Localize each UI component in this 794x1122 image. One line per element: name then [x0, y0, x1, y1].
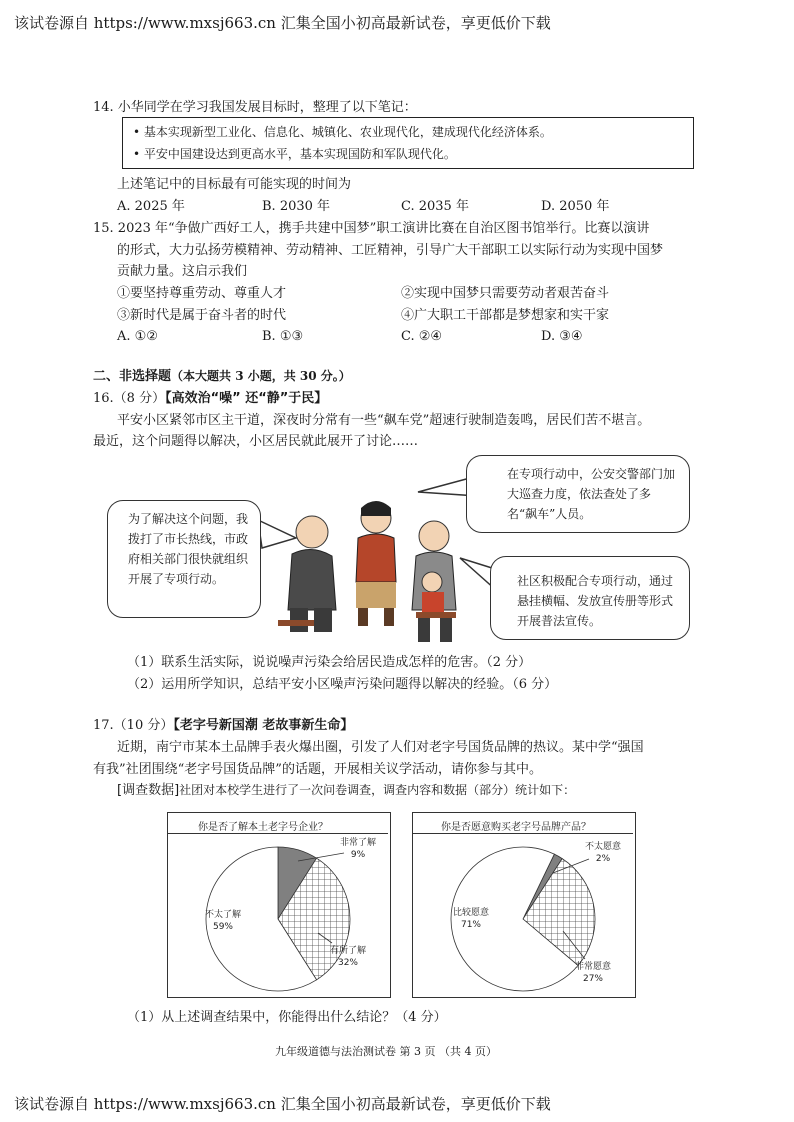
chart-2-frame	[412, 812, 636, 998]
q15-item-4: ④广大职工干部都是梦想家和实干家	[401, 308, 610, 323]
q15-item-2: ②实现中国梦只需要劳动者艰苦奋斗	[401, 286, 610, 301]
q17-heading	[93, 715, 353, 736]
pie-value-3: 71%	[460, 920, 482, 930]
page-footer-banner: 该试卷源自 https://www.mxsj663.cn 汇集全国小初高最新试卷，享更低价下载	[14, 1095, 551, 1113]
q16-title: 【高效治“噪” 还“静”于民】	[165, 391, 328, 406]
q15-line-3: 贡献力量。这启示我们	[117, 264, 248, 279]
pie-label-1: 不太愿意	[584, 842, 622, 852]
q16-points: 16.（8 分）	[93, 391, 166, 406]
q15-option-c: C. ②④	[401, 329, 443, 344]
chart-1-title: 你是否了解本土老字号企业？	[198, 822, 328, 833]
q17-survey-tag: [调查数据]	[117, 783, 180, 798]
q14-note-1: • 基本实现新型工业化、信息化、城镇化、农业现代化，建成现代化经济体系。	[133, 125, 552, 139]
page-number-footer: 九年级道德与法治测试卷 第 3 页 （共 4 页）	[275, 1045, 497, 1058]
q15-option-d: D. ③④	[541, 329, 583, 344]
bubble-right: 社区积极配合专项行动，通过悬挂横幅、发放宣传册等形式开展普法宣传。	[490, 556, 690, 640]
chart-1-frame	[167, 812, 391, 998]
q16-line-1: 平安小区紧邻市区主干道，深夜时分常有一些“飙车党”超速行驶制造轰鸣，居民们苦不堪言。	[117, 413, 651, 428]
q17-line-1: 近期，南宁市某本土品牌手表火爆出圈，引发了人们对老字号国货品牌的热议。某中学“强国	[117, 740, 644, 755]
q14-option-a: A. 2025 年	[117, 199, 185, 214]
residents-illustration	[270, 490, 480, 650]
woman-icon	[356, 501, 396, 626]
pie-label-2: 有所了解	[329, 946, 367, 956]
chart-2-title: 你是否愿意购买老字号品牌产品？	[441, 822, 591, 833]
pie-label-2: 非常愿意	[574, 962, 612, 972]
grandpa-child-icon	[412, 521, 456, 642]
q16-sub-1: （1）联系生活实际，说说噪声污染会给居民造成怎样的危害。（2 分）	[127, 655, 532, 670]
q15-line-1: 15. 2023 年“争做广西好工人，携手共建中国梦”职工演讲比赛在自治区图书馆举行。比赛以演讲	[93, 221, 650, 236]
q14-question: 上述笔记中的目标最有可能实现的时间为	[117, 177, 352, 192]
q14-stem: 14. 小华同学在学习我国发展目标时，整理了以下笔记：	[93, 100, 417, 115]
q17-survey-text: 社团对本校学生进行了一次问卷调查，调查内容和数据（部分）统计如下：	[179, 783, 576, 797]
pie-label-3: 不太了解	[204, 910, 242, 920]
q17-points: 17.（10 分）	[93, 718, 174, 733]
q15-line-2: 的形式，大力弘扬劳模精神、劳动精神、工匠精神，引导广大干部职工以实际行动为实现中国梦	[117, 243, 664, 258]
pie-label-1: 非常了解	[339, 838, 377, 848]
q16-line-2: 最近，这个问题得以解决，小区居民就此展开了讨论……	[93, 434, 419, 449]
pie-value-1: 2%	[595, 854, 611, 864]
q14-note-2: • 平安中国建设达到更高水平，基本实现国防和军队现代化。	[133, 147, 456, 161]
pie-value-3: 59%	[212, 922, 234, 932]
pie-value-2: 32%	[337, 958, 359, 968]
q14-option-c: C. 2035 年	[401, 199, 469, 214]
chart-1-pie	[168, 813, 392, 999]
q14-option-b: B. 2030 年	[262, 199, 331, 214]
section-2-note: （本大题共 3 小题，共 30 分。）	[171, 369, 351, 383]
q14-option-d: D. 2050 年	[541, 199, 610, 214]
q17-sub-1: （1）从上述调查结果中，你能得出什么结论？（4 分）	[127, 1010, 447, 1025]
bubble-left: 为了解决这个问题，我拨打了市长热线，市政府相关部门很快就组织开展了专项行动。	[107, 500, 261, 618]
q15-item-1: ①要坚持尊重劳动、尊重人才	[117, 286, 287, 301]
bubble-top: 在专项行动中，公安交警部门加大巡查力度，依法查处了多名“飙车”人员。	[466, 455, 690, 533]
chart-2-pie	[413, 813, 637, 999]
q15-option-b: B. ①③	[262, 329, 304, 344]
elder-man-icon	[278, 516, 336, 632]
q17-title: 【老字号新国潮 老故事新生命】	[173, 718, 354, 733]
section-2-title: 二、非选择题	[93, 369, 172, 384]
pie-value-1: 9%	[350, 850, 366, 860]
q15-option-a: A. ①②	[117, 329, 158, 344]
q16-sub-2: （2）运用所学知识，总结平安小区噪声污染问题得以解决的经验。（6 分）	[127, 677, 558, 692]
q17-line-2: 有我”社团围绕“老字号国货品牌”的话题，开展相关议学活动，请你参与其中。	[93, 762, 542, 777]
q15-item-3: ③新时代是属于奋斗者的时代	[117, 308, 287, 323]
pie-value-2: 27%	[582, 974, 604, 984]
q17-survey-line	[117, 780, 575, 801]
page-header: 该试卷源自 https://www.mxsj663.cn 汇集全国小初高最新试卷，享更低价下载	[14, 14, 551, 32]
pie-label-3: 比较愿意	[452, 908, 490, 918]
